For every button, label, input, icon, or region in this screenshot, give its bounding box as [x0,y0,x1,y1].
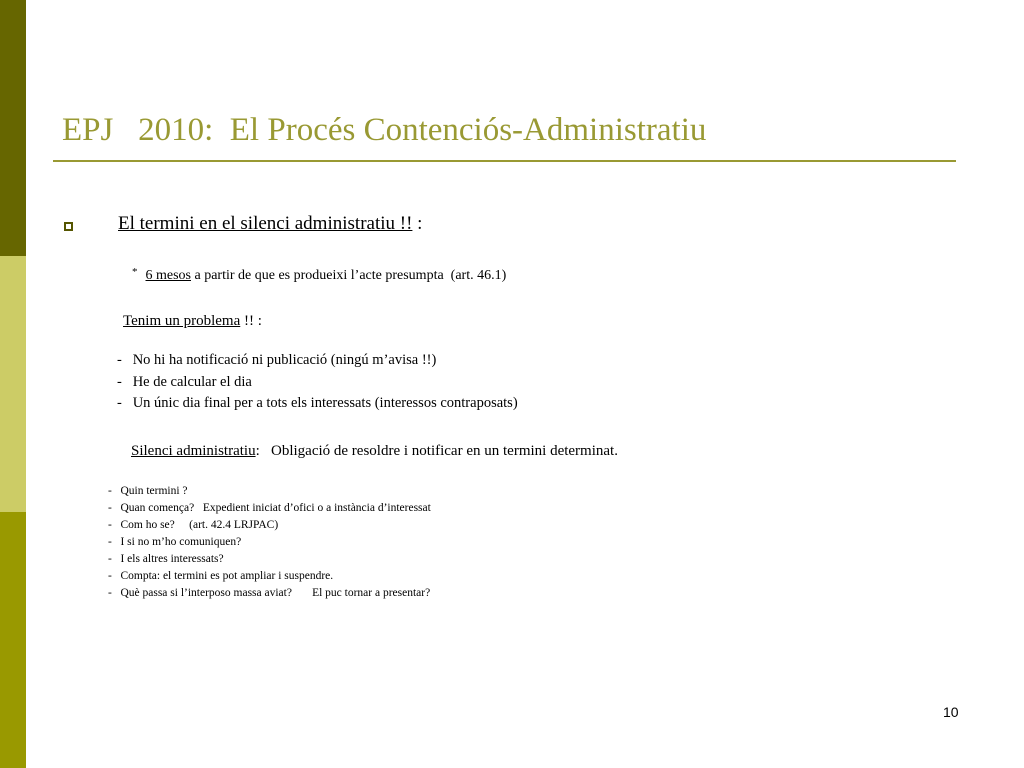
list-item: - Què passa si l’interposo massa aviat? El puc tornar a presentar? [108,587,431,599]
square-bullet-icon [64,222,73,231]
list-item: - I si no m’ho comuniquen? [108,536,242,548]
problema-line [123,313,262,330]
sidebar-band-light [0,256,26,512]
silenci-underlined: Silenci administratiu [131,443,256,459]
list-item: - No hi ha notificació ni publicació (ningú m’avisa !!) [117,352,437,368]
list-item: - Com ho se? (art. 42.4 LRJPAC) [108,519,279,531]
list-item: - Un únic dia final per a tots els interessats (interessos contraposats) [117,395,518,411]
sidebar-decoration [0,0,26,768]
asterisk-marker: * [132,266,138,278]
mesos-rest: a partir de que es produeixi l’acte presumpta (art. 46.1) [191,268,507,283]
list-item: - Quin termini ? [108,485,188,497]
problems-list [117,350,518,415]
mesos-underlined: 6 mesos [145,268,191,283]
sidebar-band-mid [0,512,26,768]
list-item: - I els altres interessats? [108,553,224,565]
list-item: - Quan comença? Expedient iniciat d’ofici o a instància d’interessat [108,502,431,514]
mesos-line [132,266,506,284]
page-number: 10 [943,704,959,720]
heading-suffix: : [412,213,423,234]
questions-list [108,483,431,602]
list-item: - Compta: el termini es pot ampliar i suspendre. [108,570,334,582]
bullet-heading [118,213,422,235]
silenci-line [131,443,618,460]
sidebar-band-dark [0,0,26,256]
list-item: - He de calcular el dia [117,373,252,390]
title-divider [53,160,956,162]
problema-rest: !! : [240,313,262,329]
problema-underlined: Tenim un problema [123,313,241,329]
slide-title: EPJ 2010: El Procés Contenciós-Administratiu [62,112,707,148]
silenci-rest: : Obligació de resoldre i notificar en un termini determinat. [255,443,618,459]
heading-underlined: El termini en el silenci administratiu !! [118,213,413,234]
